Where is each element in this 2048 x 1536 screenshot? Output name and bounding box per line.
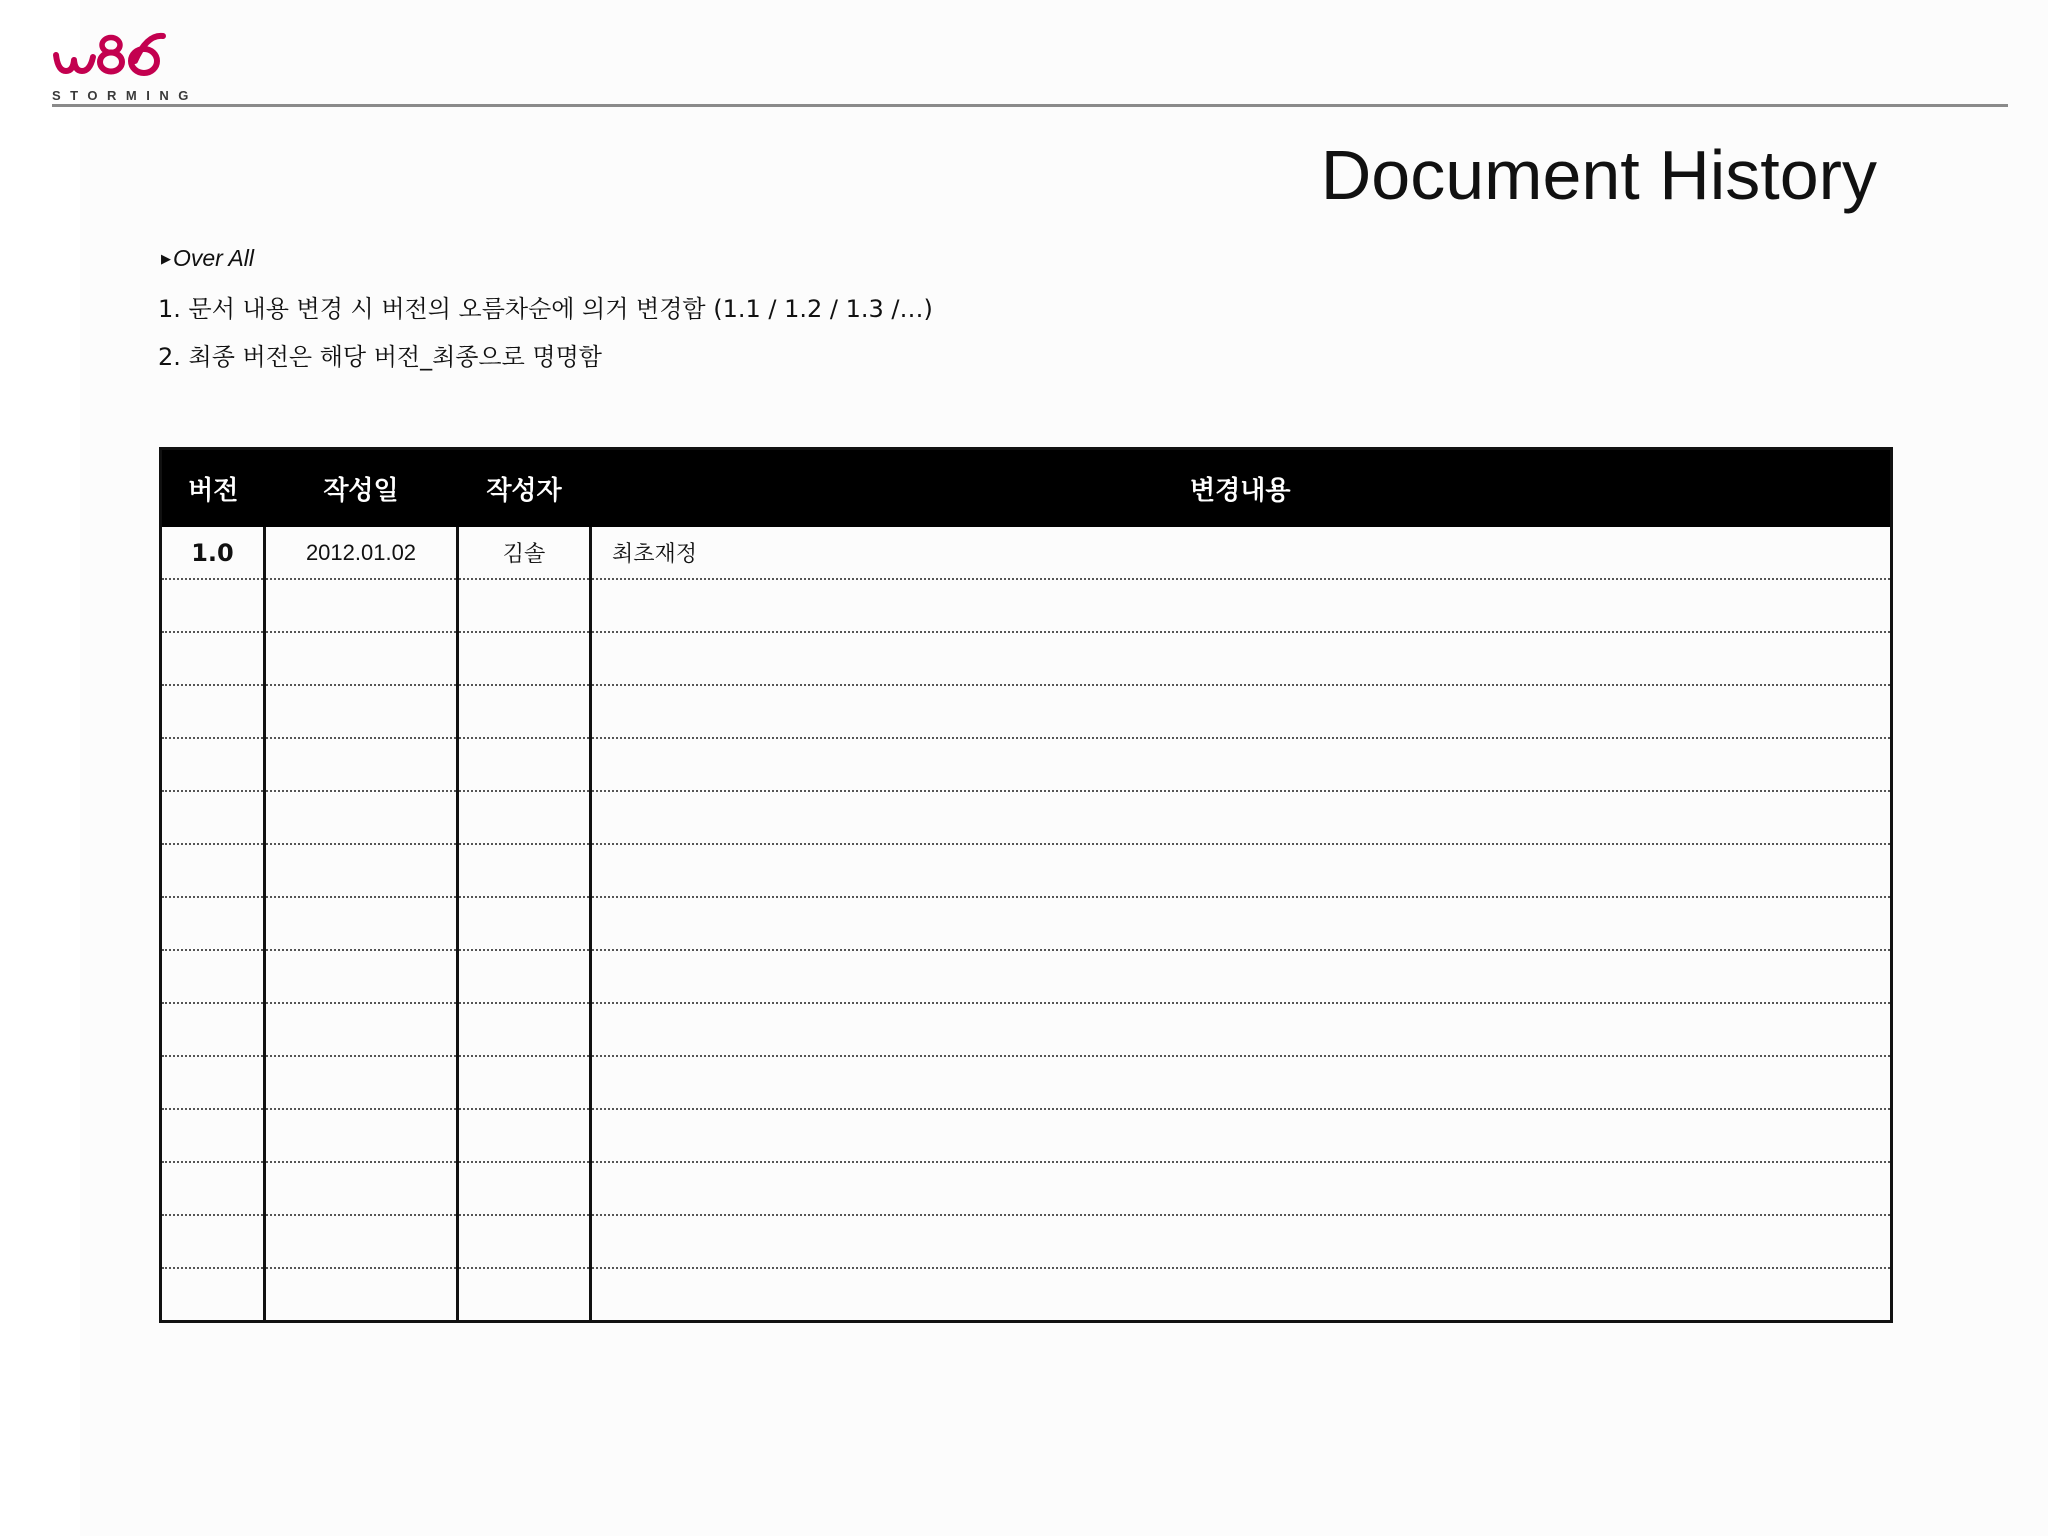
- author-cell: [458, 844, 591, 897]
- date-cell: [265, 579, 458, 632]
- date-cell: [265, 738, 458, 791]
- header-rule: [52, 104, 2008, 107]
- changes-cell: [591, 738, 1892, 791]
- date-cell: [265, 791, 458, 844]
- author-cell: [458, 632, 591, 685]
- changes-cell: [591, 685, 1892, 738]
- w80-logo-mark: [52, 28, 182, 84]
- table-row: [161, 950, 1892, 1003]
- table-row: [161, 844, 1892, 897]
- column-header-date: 작성일: [265, 449, 458, 528]
- version-cell: [161, 579, 265, 632]
- author-cell: [458, 738, 591, 791]
- date-cell: [265, 897, 458, 950]
- date-cell: [265, 1268, 458, 1322]
- table-row: [161, 527, 1892, 579]
- version-cell: [161, 1215, 265, 1268]
- overall-label: Over All: [173, 245, 254, 271]
- table-row: [161, 579, 1892, 632]
- author-cell: [458, 1056, 591, 1109]
- changes-cell: [591, 632, 1892, 685]
- webstorming-logo: [52, 28, 212, 108]
- date-cell: 2012.01.02: [265, 527, 458, 579]
- version-cell: [161, 1003, 265, 1056]
- table-row: [161, 1056, 1892, 1109]
- table-row: [161, 738, 1892, 791]
- author-cell: [458, 579, 591, 632]
- version-cell: [161, 1162, 265, 1215]
- changes-cell: [591, 1268, 1892, 1322]
- left-margin-band: [0, 0, 80, 1536]
- version-cell: [161, 1056, 265, 1109]
- column-header-version: 버전: [161, 449, 265, 528]
- author-cell: [458, 685, 591, 738]
- version-cell: 1.0: [161, 527, 265, 579]
- date-cell: [265, 1003, 458, 1056]
- author-cell: [458, 950, 591, 1003]
- version-cell: [161, 685, 265, 738]
- changes-cell: [591, 897, 1892, 950]
- date-cell: [265, 950, 458, 1003]
- table-row: [161, 1003, 1892, 1056]
- date-cell: [265, 685, 458, 738]
- table-row: [161, 1109, 1892, 1162]
- table-body: [161, 527, 1892, 1322]
- author-cell: 김솔: [458, 527, 591, 579]
- table-row: [161, 1162, 1892, 1215]
- changes-cell: [591, 1109, 1892, 1162]
- column-header-changes: 변경내용: [591, 449, 1892, 528]
- changes-cell: [591, 791, 1892, 844]
- date-cell: [265, 1215, 458, 1268]
- changes-cell: [591, 1215, 1892, 1268]
- version-cell: [161, 844, 265, 897]
- table-row: [161, 632, 1892, 685]
- document-history-table: [159, 447, 1893, 1323]
- table-row: [161, 1215, 1892, 1268]
- author-cell: [458, 1268, 591, 1322]
- changes-cell: [591, 950, 1892, 1003]
- version-cell: [161, 791, 265, 844]
- date-cell: [265, 844, 458, 897]
- column-header-author: 작성자: [458, 449, 591, 528]
- version-cell: [161, 738, 265, 791]
- overall-heading: [161, 245, 254, 272]
- author-cell: [458, 1162, 591, 1215]
- table-header-row: [161, 449, 1892, 528]
- author-cell: [458, 1109, 591, 1162]
- version-cell: [161, 897, 265, 950]
- changes-cell: [591, 1003, 1892, 1056]
- logo-subtitle: STORMING: [52, 88, 198, 103]
- page-title: Document History: [1320, 136, 1877, 214]
- version-cell: [161, 1109, 265, 1162]
- changes-cell: [591, 579, 1892, 632]
- author-cell: [458, 1003, 591, 1056]
- author-cell: [458, 791, 591, 844]
- date-cell: [265, 1162, 458, 1215]
- changes-cell: [591, 1162, 1892, 1215]
- date-cell: [265, 632, 458, 685]
- version-cell: [161, 1268, 265, 1322]
- table-row: [161, 685, 1892, 738]
- note-item: 1. 문서 내용 변경 시 버전의 오름차순에 의거 변경함 (1.1 / 1.2 / 1.3 /…): [158, 295, 933, 323]
- table-row: [161, 897, 1892, 950]
- version-cell: [161, 950, 265, 1003]
- table-row: [161, 1268, 1892, 1322]
- note-item: 2. 최종 버전은 해당 버전_최종으로 명명함: [158, 343, 602, 371]
- author-cell: [458, 1215, 591, 1268]
- changes-cell: 최초재정: [591, 527, 1892, 579]
- author-cell: [458, 897, 591, 950]
- date-cell: [265, 1056, 458, 1109]
- changes-cell: [591, 1056, 1892, 1109]
- changes-cell: [591, 844, 1892, 897]
- date-cell: [265, 1109, 458, 1162]
- triangle-bullet-icon: ▶: [161, 251, 171, 266]
- version-cell: [161, 632, 265, 685]
- table-row: [161, 791, 1892, 844]
